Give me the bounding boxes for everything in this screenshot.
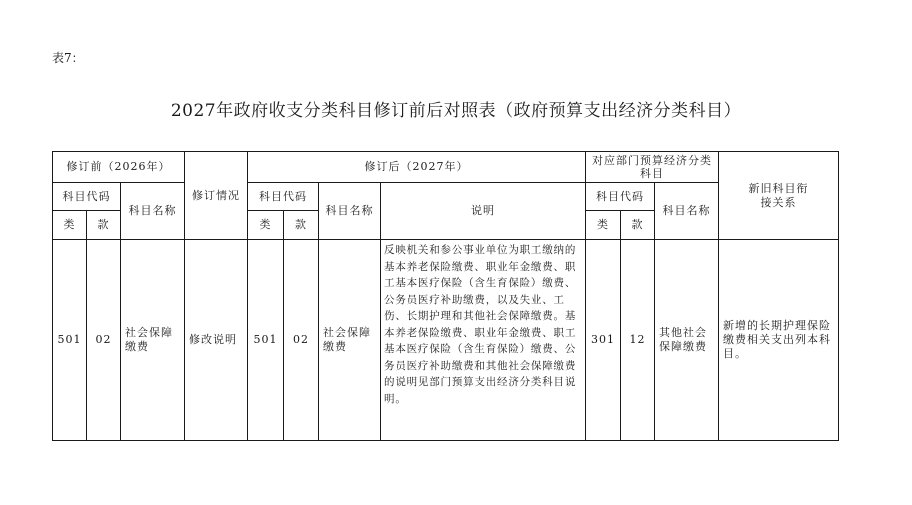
before-name-header: 科目名称 bbox=[121, 183, 185, 240]
dept-item-header: 款 bbox=[621, 211, 655, 240]
dept-group-header: 对应部门预算经济分类科目 bbox=[586, 152, 719, 183]
dept-name-cell: 其他社会保障缴费 bbox=[655, 240, 719, 441]
revision-status-header: 修订情况 bbox=[185, 152, 248, 240]
before-class-header: 类 bbox=[53, 211, 87, 240]
after-item-header: 款 bbox=[284, 211, 319, 240]
dept-class-cell: 301 bbox=[586, 240, 621, 441]
after-class-header: 类 bbox=[248, 211, 284, 240]
link-header: 新旧科目衔接关系 bbox=[719, 152, 839, 240]
dept-name-header: 科目名称 bbox=[655, 183, 719, 240]
dept-item-cell: 12 bbox=[621, 240, 655, 441]
before-class-cell: 501 bbox=[53, 240, 87, 441]
after-class-cell: 501 bbox=[248, 240, 284, 441]
before-group-header: 修订前（2026年） bbox=[53, 152, 185, 183]
before-item-header: 款 bbox=[87, 211, 121, 240]
before-item-cell: 02 bbox=[87, 240, 121, 441]
before-code-header: 科目代码 bbox=[53, 183, 121, 211]
link-cell: 新增的长期护理保险缴费相关支出列本科目。 bbox=[719, 240, 839, 441]
description-cell: 反映机关和参公事业单位为职工缴纳的基本养老保险缴费、职业年金缴费、职工基本医疗保险（含生育保险）缴费、公务员医疗补助缴费，以及失业、工伤、长期护理和其他社会保障缴费。基本养老保险缴费、职业年金缴费、职工基本医疗保险（含生育保险）缴费、公务员医疗补助缴费和其他社会保障缴费的说明见部门预算支出经济分类科目说明。 bbox=[381, 240, 586, 441]
description-header: 说明 bbox=[381, 183, 586, 240]
after-name-cell: 社会保障缴费 bbox=[319, 240, 381, 441]
dept-class-header: 类 bbox=[586, 211, 621, 240]
after-name-header: 科目名称 bbox=[319, 183, 381, 240]
before-name-cell: 社会保障缴费 bbox=[121, 240, 185, 441]
comparison-table bbox=[52, 151, 839, 441]
after-item-cell: 02 bbox=[284, 240, 319, 441]
table-row bbox=[53, 240, 839, 441]
header-row-1 bbox=[53, 152, 839, 183]
after-group-header: 修订后（2027年） bbox=[248, 152, 586, 183]
after-code-header: 科目代码 bbox=[248, 183, 319, 211]
dept-code-header: 科目代码 bbox=[586, 183, 655, 211]
revision-cell: 修改说明 bbox=[185, 240, 248, 441]
document-title: 2027年政府收支分类科目修订前后对照表（政府预算支出经济分类科目） bbox=[170, 101, 742, 121]
table-number-label: 表7： bbox=[52, 51, 84, 65]
